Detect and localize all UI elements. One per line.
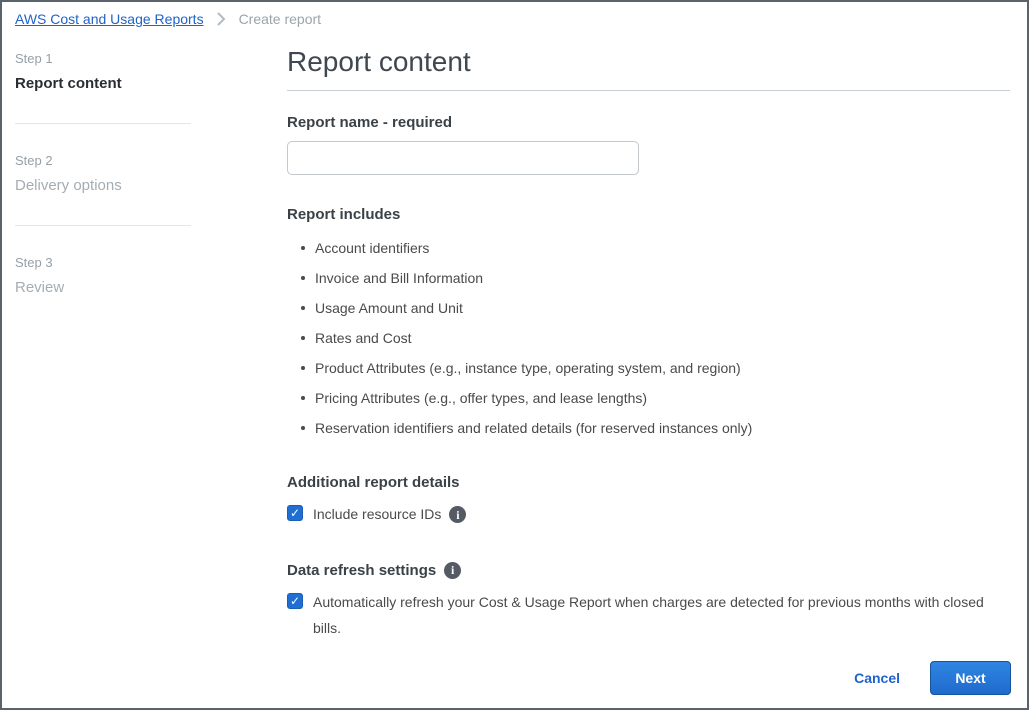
additional-report-details-label: Additional report details (287, 474, 460, 491)
sidebar-step-report-content (15, 51, 287, 92)
next-button[interactable]: Next (930, 661, 1011, 695)
page-title: Report content (287, 46, 471, 77)
report-includes-list (287, 241, 1010, 435)
list-item: Account identifiers (297, 241, 1010, 255)
cancel-button[interactable]: Cancel (854, 670, 900, 686)
breadcrumb (2, 2, 1027, 33)
divider (15, 123, 191, 124)
auto-refresh-label: Automatically refresh your Cost & Usage Report when charges are detected for previous months with closed bills. (313, 593, 984, 636)
report-includes-label: Report includes (287, 206, 401, 223)
data-refresh-settings-label: Data refresh settings (287, 561, 437, 579)
include-resource-ids-row (287, 504, 1010, 528)
info-icon[interactable]: i (449, 506, 466, 523)
divider (287, 90, 1010, 91)
breadcrumb-link-cost-usage-reports[interactable]: AWS Cost and Usage Reports (15, 11, 204, 27)
main-panel (287, 33, 1027, 642)
sidebar-step-delivery-options (15, 153, 287, 194)
step-number: Step 2 (15, 153, 53, 168)
list-item: Reservation identifiers and related details (for reserved instances only) (297, 421, 1010, 435)
step-number: Step 1 (15, 51, 53, 66)
step-number: Step 3 (15, 255, 53, 270)
chevron-right-icon (216, 11, 227, 27)
breadcrumb-current: Create report (238, 11, 322, 27)
data-refresh-settings-row (287, 562, 1010, 579)
include-resource-ids-checkbox[interactable]: ✓ (287, 505, 303, 521)
step-title: Review (15, 279, 65, 296)
report-name-input[interactable] (287, 141, 639, 175)
info-icon[interactable]: i (444, 562, 461, 579)
auto-refresh-row (287, 592, 1010, 642)
list-item: Pricing Attributes (e.g., offer types, and lease lengths) (297, 391, 1010, 405)
content-area (2, 33, 1027, 642)
list-item: Usage Amount and Unit (297, 301, 1010, 315)
wizard-steps-sidebar (2, 33, 287, 642)
checkbox-label-text: Include resource IDs (313, 506, 442, 522)
include-resource-ids-label (313, 502, 466, 528)
list-item: Product Attributes (e.g., instance type, operating system, and region) (297, 361, 1010, 375)
list-item: Rates and Cost (297, 331, 1010, 345)
report-name-label: Report name - required (287, 114, 453, 131)
step-title: Report content (15, 75, 122, 92)
step-title: Delivery options (15, 177, 122, 194)
sidebar-step-review (15, 255, 287, 296)
divider (15, 225, 191, 226)
list-item: Invoice and Bill Information (297, 271, 1010, 285)
wizard-footer (854, 661, 1011, 695)
auto-refresh-checkbox[interactable]: ✓ (287, 593, 303, 609)
